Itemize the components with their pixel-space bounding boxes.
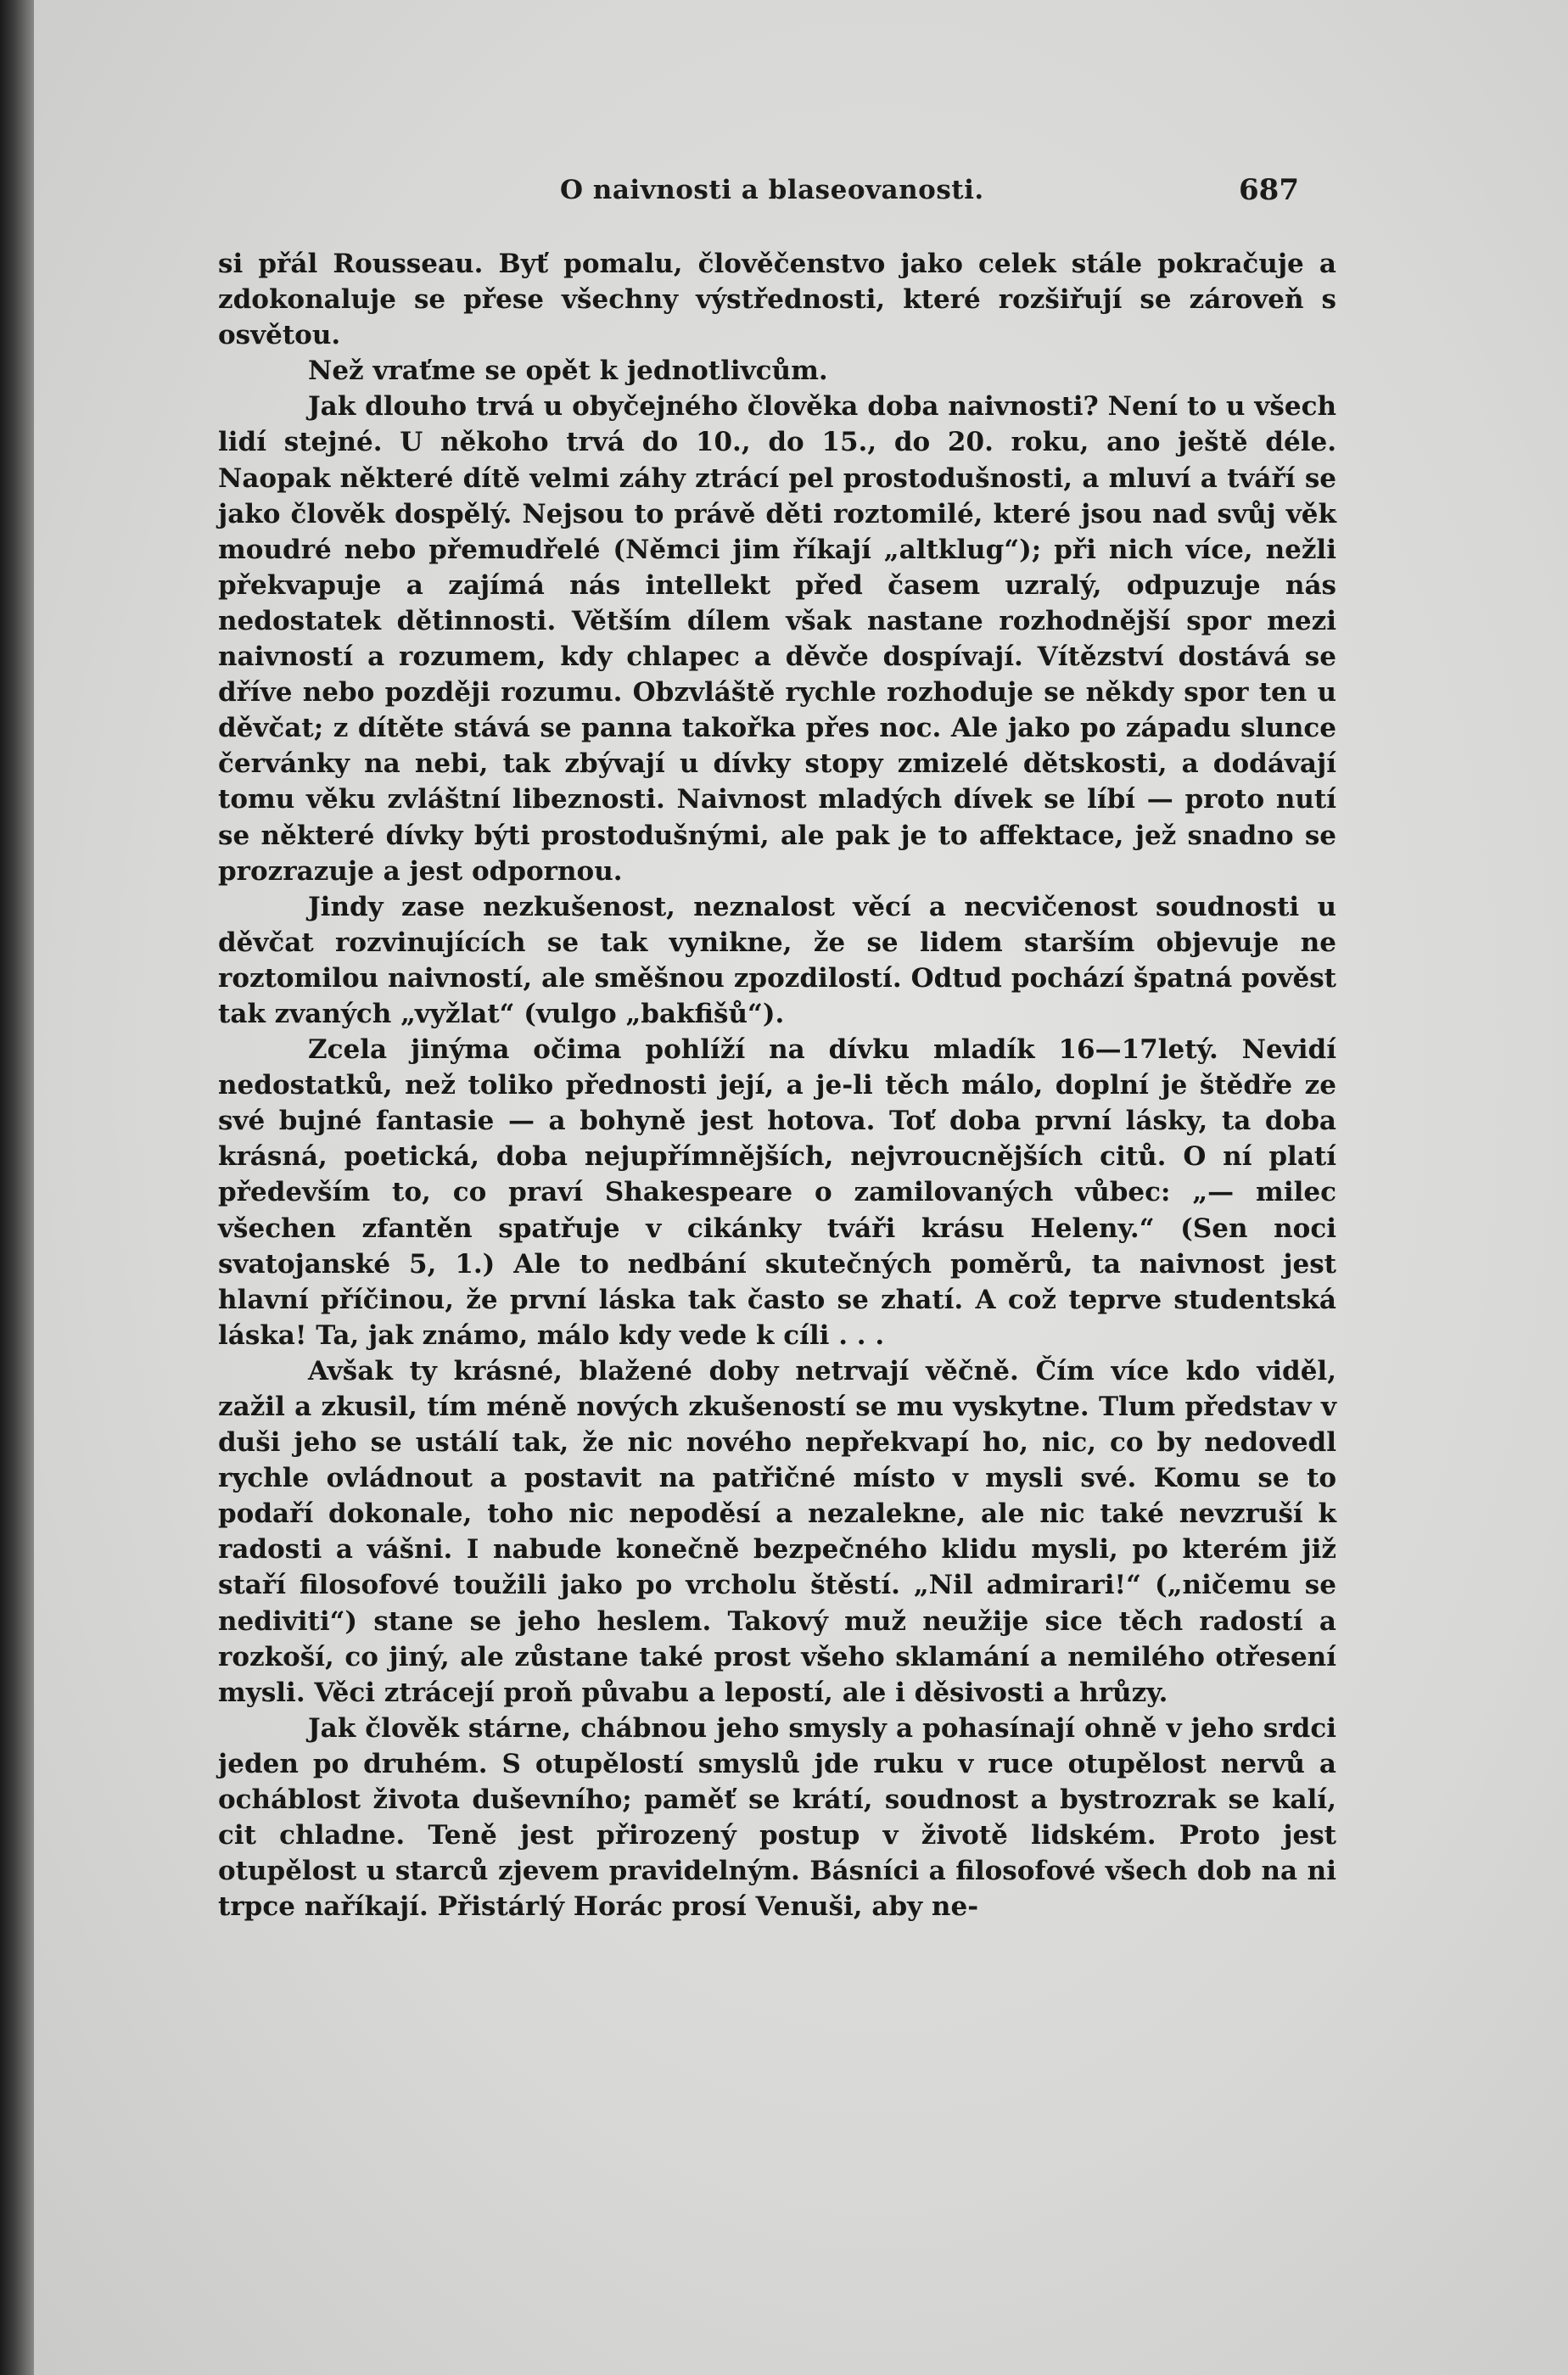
page-number: 687 (1239, 173, 1299, 207)
paragraph: Jindy zase nezkušenost, neznalost věcí a necvičenost soudnosti u děvčat rozvinujících se tak vynikne, že se lidem starším objevuje ne roztomilou naivností, ale směšnou zpozdilostí. Odtud pochází špatná pověst tak zvaných „vyžlat“ (vulgo „bakfišů“). (218, 891, 1336, 1029)
paragraph: Avšak ty krásné, blažené doby netrvají věčně. Čím více kdo viděl, zažil a zkusil, tím méně nových zkušeností se mu vyskytne. Tlum představ v duši jeho se ustálí tak, že nic nového nepřekvapí ho, nic, co by nedovedl rychle ovládnout a postavit na patřičné místo v mysli své. Komu se to podaří dokonale, toho nic nepoděsí a nezalekne, ale nic také nevzruší k radosti a vášni. I nabude konečně bezpečného klidu mysli, po kterém již staří filosofové toužili jako po vrcholu štěstí. „Nil admirari!“ („ničemu se nediviti“) stane se jeho heslem. Takový muž neužije sice těch radostí a rozkoší, co jiný, ale zůstane také prost všeho sklamání a nemilého otřesení mysli. Věci ztrácejí proň půvabu a lepostí, ale i děsivosti a hrůzy. (218, 1355, 1336, 1708)
paragraph: Jak dlouho trvá u obyčejného člověka doba naivnosti? Není to u všech lidí stejné. U někoho trvá do 10., do 15., do 20. roku, ano ještě déle. Naopak některé dítě velmi záhy ztrácí pel prostodušnosti, a mluví a tváří se jako člověk dospělý. Nejsou to právě děti roztomilé, které jsou nad svůj věk moudré nebo přemudřelé (Němci jim říkají „altklug“); při nich více, nežli překvapuje a zajímá nás intellekt před časem uzralý, odpuzuje nás nedostatek dětinnosti. Větším dílem však nastane rozhodnější spor mezi naivností a rozumem, kdy chlapec a děvče dospívají. Vítězství dostává se dříve nebo později rozumu. Obzvláště rychle rozhoduje se někdy spor ten u děvčat; z dítěte stává se panna takořka přes noc. Ale jako po západu slunce červánky na nebi, tak zbývají u dívky stopy zmizelé dětskosti, a dodávají tomu věku zvláštní libeznosti. Naivnost mladých dívek se líbí — proto nutí se některé dívky býti prostodušnými, ale pak je to affektace, jež snadno se prozrazuje a jest odpornou. (218, 391, 1336, 887)
paragraph: Než vraťme se opět k jednotlivcům. (308, 356, 828, 387)
running-title: O naivnosti a blaseovanosti. (560, 175, 984, 205)
paragraph: Zcela jinýma očima pohlíží na dívku mladík 16—17letý. Nevidí nedostatků, než toliko přednosti její, a je-li těch málo, doplní je štědře ze své bujné fantasie — a bohyně jest hotova. Toť doba první lásky, ta doba krásná, poetická, doba nejupřímnějších, nejvroucnějších citů. O ní platí především to, co praví Shakespeare o zamilovaných vůbec: „— milec všechen zfantěn spatřuje v cikánky tváři krásu Heleny.“ (Sen noci svatojanské 5, 1.) Ale to nedbání skutečných poměrů, ta naivnost jest hlavní příčinou, že první láska tak často se zhatí. A což teprve studentská láska! Ta, jak známo, málo kdy vede k cíli . . . (218, 1034, 1336, 1351)
book-spine-shadow (0, 0, 34, 2375)
paper-sheet (34, 0, 1568, 2375)
running-header (34, 168, 1568, 219)
paragraph: si přál Rousseau. Byť pomalu, člověčenstvo jako celek stále pokračuje a zdokonaluje se přese všechny výstřednosti, které rozšiřují se zároveň s osvětou. (218, 249, 1336, 351)
paragraph: Jak člověk stárne, chábnou jeho smysly a pohasínají ohně v jeho srdci jeden po druhém. S otupělostí smyslů jde ruku v ruce otupělost nervů a ocháblost života duševního; paměť se krátí, soudnost a bystrozrak se kalí, cit chladne. Teně jest přirozený postup v životě lidském. Proto jest otupělost u starců zjevem pravidelným. Básníci a filosofové všech dob na ni trpce naříkají. Přistárlý Horác prosí Venuši, aby ne- (218, 1712, 1336, 1923)
body-text (218, 246, 1336, 1924)
